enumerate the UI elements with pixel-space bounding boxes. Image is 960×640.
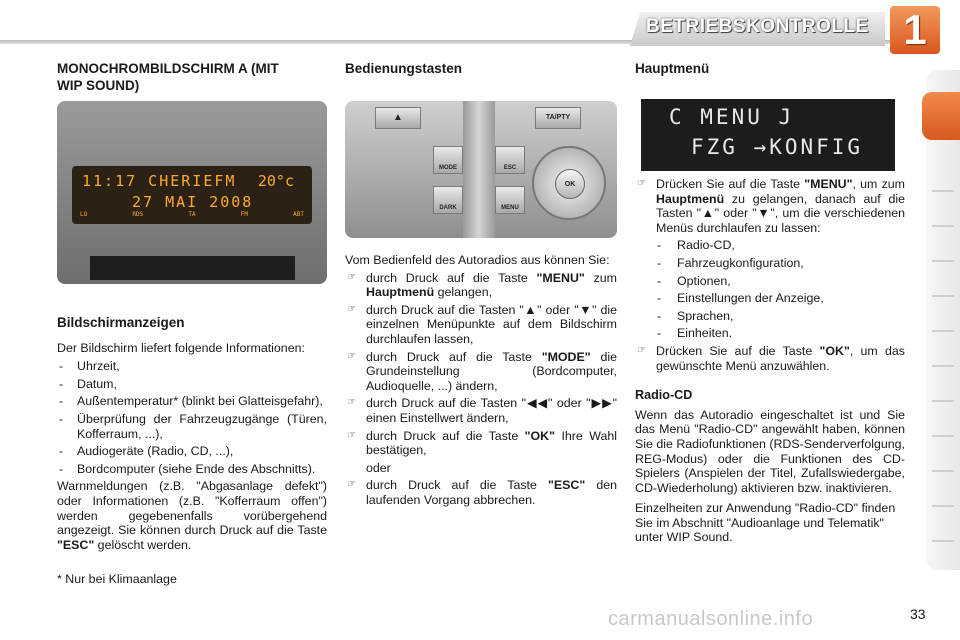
chapter-tab-divider	[932, 260, 954, 262]
ok-key-label: "OK"	[524, 428, 556, 443]
chapter-tab-divider	[932, 435, 954, 437]
list-item	[345, 350, 617, 394]
item-text: den laufenden Vorgang abbrechen.	[366, 478, 617, 507]
lcd-legend: RDS	[132, 211, 144, 218]
page-title: BETRIEBSKONTROLLE	[646, 16, 869, 37]
item-text: durch Druck auf die Tasten "▲" oder "▼" die einzelnen Menüpunkte auf dem Bildschirm durchlaufen lassen,	[366, 302, 617, 346]
chapter-tab-divider	[932, 330, 954, 332]
mode-button[interactable]: MODE	[433, 146, 463, 174]
list-item	[345, 396, 617, 425]
footnote: * Nur bei Klimaanlage	[57, 572, 177, 587]
main-menu-steps	[635, 177, 905, 235]
list-item: - Überprüfung der Fahrzeugzugänge (Türen, Kofferraum, ...),	[57, 412, 327, 441]
list-item	[345, 271, 617, 300]
display-info-list	[57, 359, 327, 476]
ok-key-label: "OK"	[819, 343, 850, 358]
eject-button[interactable]: ▲	[375, 107, 421, 129]
lcd-legend: ABT	[293, 211, 304, 218]
section-heading-main-menu: Hauptmenü	[635, 61, 710, 76]
monochrome-display-image	[57, 101, 327, 284]
list-item: - Audiogeräte (Radio, CD, ...),	[57, 444, 327, 459]
lcd-screen	[72, 166, 312, 224]
item-text: Ihre Wahl bestätigen,	[366, 428, 617, 458]
chapter-tab-divider	[932, 540, 954, 542]
watermark: carmanualsonline.info	[608, 608, 814, 630]
chapter-tab-active[interactable]	[922, 92, 960, 140]
chapter-tab-divider	[932, 225, 954, 227]
section-heading-controls: Bedienungstasten	[345, 61, 463, 76]
warning-text-end: gelöscht werden.	[94, 537, 192, 552]
pointer-icon: ☞	[347, 479, 356, 491]
lcd-temperature: 20°c	[257, 172, 294, 190]
pointer-icon: ☞	[347, 429, 356, 441]
item-text: , um zum	[852, 177, 905, 191]
radio-cd-paragraph: Wenn das Autoradio eingeschaltet ist und Sie das Menü "Radio-CD" angewählt haben, können Sie die Radiofunktionen (RDS-Senderverfolgung, REG-Modus) oder die Funktionen des CD-Spielers (Anspielen der Titel, Zufallswiedergabe, CD-Wiederholung) aktivieren bzw. inaktivieren.	[635, 407, 905, 495]
esc-key-label: "ESC"	[57, 537, 95, 552]
warning-text: Warnmeldungen (z.B. "Abgasanlage defekt") oder Informationen (z.B. "Kofferraum offen") werden gegebenenfalls vorübergehend angezeigt. Sie können durch Druck auf die Taste	[57, 479, 327, 538]
section-heading-display: Bildschirmanzeigen	[57, 315, 185, 330]
ta-pty-button[interactable]: TA/PTY	[535, 107, 581, 129]
item-text: Drücken Sie auf die Taste	[656, 343, 820, 358]
item-text: durch Druck auf die Taste	[366, 349, 542, 364]
pointer-icon: ☞	[347, 397, 356, 409]
chapter-tab-divider	[932, 505, 954, 507]
chapter-tab-divider	[932, 295, 954, 297]
item-text: durch Druck auf die Tasten "◀◀" oder "▶▶" einen Einstellwert ändern,	[366, 396, 617, 425]
list-item: - Fahrzeugkonfiguration,	[635, 256, 905, 271]
dark-button[interactable]: DARK	[433, 186, 463, 214]
lcd-legend: LO	[80, 211, 88, 218]
lcd-time-station: 11:17 CHERIEFM	[82, 172, 237, 190]
item-text: Drücken Sie auf die Taste	[656, 177, 805, 191]
list-item	[345, 478, 617, 507]
list-item: - Sprachen,	[635, 309, 905, 324]
main-menu-label: Hauptmenü	[366, 285, 435, 300]
chapter-tab-rail	[926, 70, 960, 570]
main-menu-screen-image	[641, 99, 895, 171]
page-number: 33	[910, 606, 926, 622]
esc-key-label: "ESC"	[547, 478, 586, 493]
pointer-icon: ☞	[347, 350, 356, 362]
or-text: oder	[366, 460, 391, 475]
menu-screen-line2: FZG →KONFIG	[691, 135, 864, 159]
chapter-tab-divider	[932, 365, 954, 367]
chapter-tab-divider	[932, 400, 954, 402]
list-item	[345, 303, 617, 347]
list-item: - Bordcomputer (siehe Ende des Abschnitts).	[57, 462, 327, 477]
vent-slot	[90, 256, 295, 280]
center-divider	[463, 101, 495, 238]
list-item	[345, 429, 617, 458]
list-item	[635, 344, 905, 373]
chapter-badge: 1	[890, 6, 940, 54]
lcd-legend: TA	[188, 211, 196, 218]
item-text: , um das gewünschte Menü anzuwählen.	[656, 343, 905, 373]
section-heading-monochrome: MONOCHROMBILDSCHIRM A (MIT WIP SOUND)	[57, 61, 279, 93]
list-item: - Uhrzeit,	[57, 359, 327, 374]
main-menu-label: Hauptmenü	[656, 191, 725, 206]
controls-intro: Vom Bedienfeld des Autoradios aus können Sie:	[345, 253, 610, 267]
item-text: durch Druck auf die Taste	[366, 428, 525, 443]
controls-list-last	[345, 478, 617, 507]
main-menu-steps-2	[635, 344, 905, 373]
chapter-tab-divider	[932, 470, 954, 472]
item-text: gelangen,	[434, 285, 493, 300]
warning-paragraph	[57, 479, 327, 552]
item-text: zu gelangen, danach auf die Tasten "▲" oder "▼", um die verschiedenen Menüs durchlaufen zu lassen:	[656, 191, 905, 235]
pointer-icon: ☞	[637, 178, 646, 189]
menu-button[interactable]: MENU	[495, 186, 525, 214]
mode-key-label: "MODE"	[541, 349, 591, 364]
list-item	[635, 177, 905, 235]
pointer-icon: ☞	[347, 303, 356, 315]
chapter-tab-divider	[932, 190, 954, 192]
menu-key-label: "MENU"	[536, 270, 585, 285]
ok-button[interactable]: OK	[555, 169, 585, 199]
list-item: - Außentemperatur* (blinkt bei Glatteisgefahr),	[57, 394, 327, 409]
lcd-legend: FM	[240, 211, 248, 218]
lcd-legends	[80, 211, 304, 218]
section-heading-radio-cd: Radio-CD	[635, 388, 693, 403]
list-item: - Optionen,	[635, 274, 905, 289]
list-item: - Einheiten.	[635, 326, 905, 341]
menu-options-list	[635, 238, 905, 341]
lcd-date: 27 MAI 2008	[132, 193, 254, 211]
list-item: - Radio-CD,	[635, 238, 905, 253]
menu-screen-line1: C MENU J	[669, 105, 795, 129]
item-text: zum	[584, 270, 617, 285]
item-text: durch Druck auf die Taste	[366, 270, 537, 285]
pointer-icon: ☞	[637, 344, 646, 356]
controls-list	[345, 271, 617, 458]
list-item: - Einstellungen der Anzeige,	[635, 291, 905, 306]
radio-cd-reference: Einzelheiten zur Anwendung "Radio-CD" finden Sie im Abschnitt "Audioanlage und Telematik" unter WIP Sound.	[635, 501, 896, 545]
display-intro: Der Bildschirm liefert folgende Informationen:	[57, 340, 305, 355]
menu-key-label: "MENU"	[804, 177, 853, 191]
list-item: - Datum,	[57, 377, 327, 392]
esc-button[interactable]: ESC	[495, 146, 525, 174]
item-text: die Grundeinstellung (Bordcomputer, Audioquelle, ...) ändern,	[366, 349, 617, 393]
control-keys-image	[345, 101, 617, 238]
item-text: durch Druck auf die Taste	[366, 478, 548, 493]
navigation-pad[interactable]	[532, 146, 606, 220]
pointer-icon: ☞	[347, 271, 356, 283]
